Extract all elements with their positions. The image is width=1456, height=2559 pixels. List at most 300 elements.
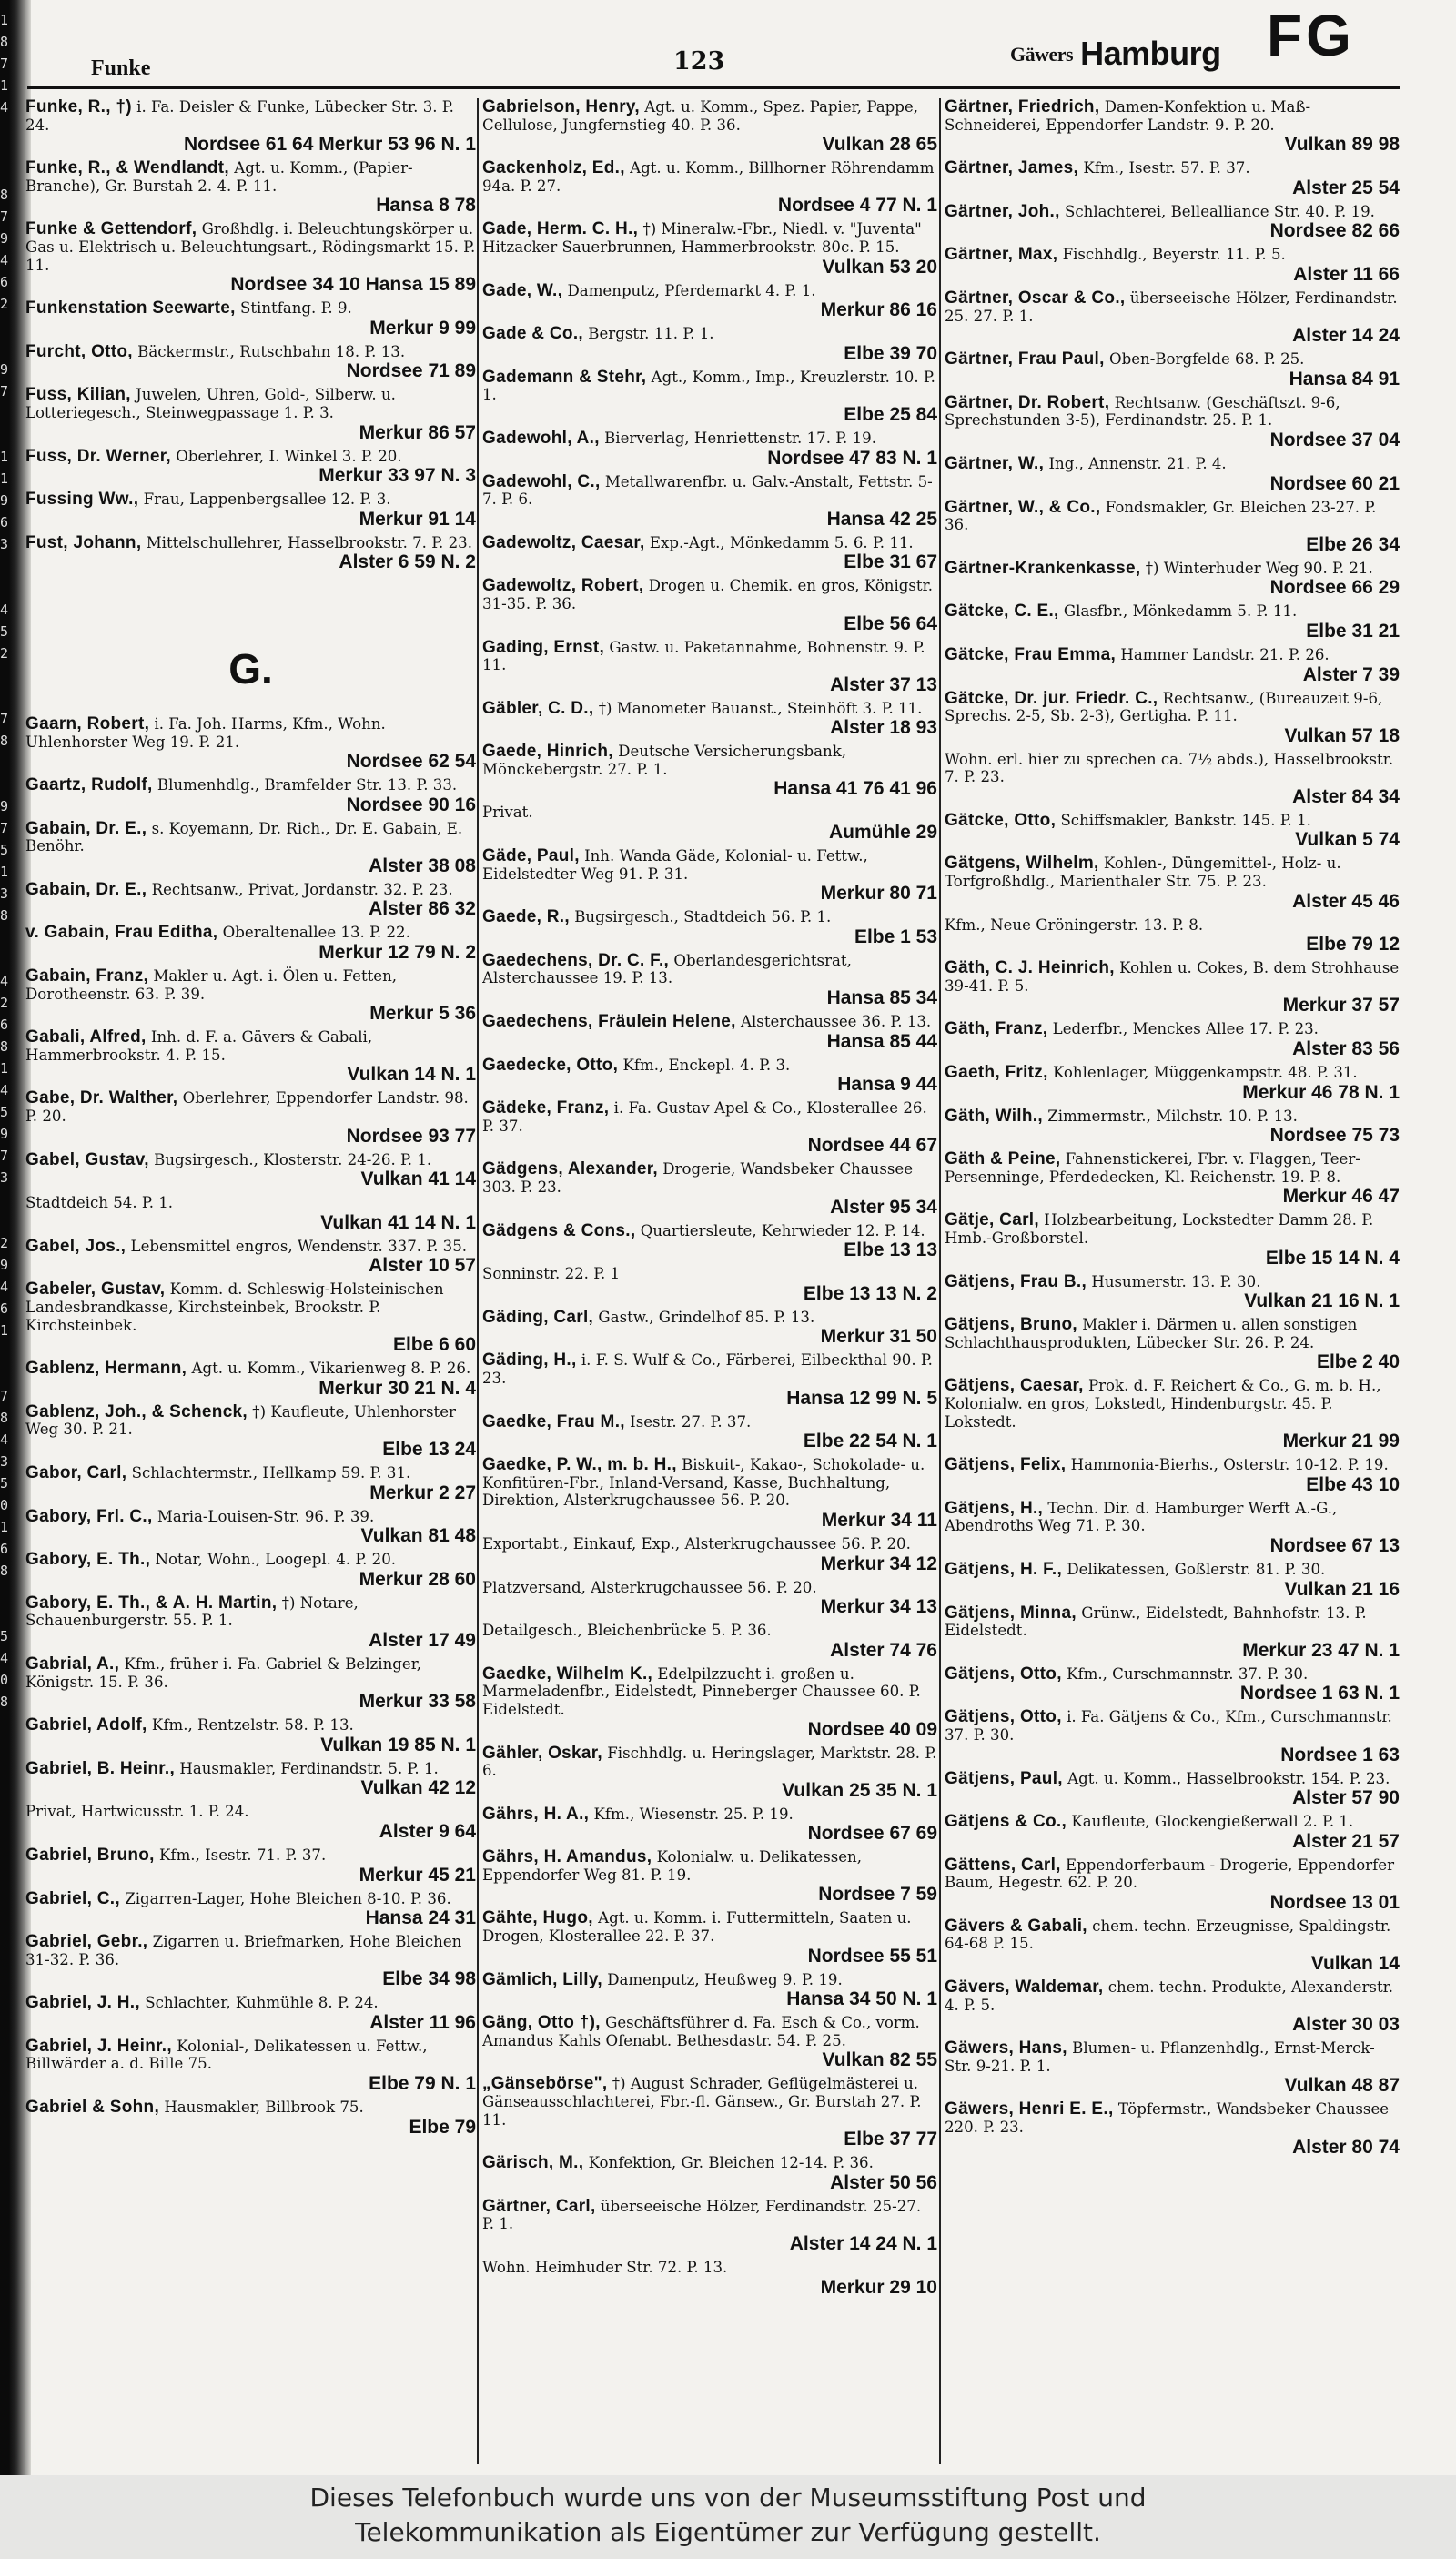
directory-entry bbox=[482, 369, 937, 426]
entry-phone: Alster 10 57 bbox=[369, 1255, 476, 1277]
directory-entry bbox=[25, 1238, 476, 1278]
entry-name: Gabel, Gustav, bbox=[25, 1149, 149, 1169]
entry-phone: Merkur 33 58 bbox=[359, 1691, 476, 1713]
entry-phone: Aumühle 29 bbox=[828, 822, 937, 844]
entry-phone: Nordsee 44 67 bbox=[807, 1135, 937, 1157]
directory-entry bbox=[945, 1917, 1400, 1975]
entry-details: i. Fa. Deisler & Funke, Lübecker Str. 3. P. 24. bbox=[25, 98, 454, 134]
entry-phone: Nordsee 1 63 bbox=[1280, 1744, 1400, 1765]
directory-entry bbox=[945, 1064, 1400, 1104]
directory-entry bbox=[482, 159, 937, 217]
entry-name: Gabel, Jos., bbox=[25, 1236, 126, 1256]
directory-entry bbox=[945, 2039, 1400, 2097]
entry-phone: Merkur 21 99 bbox=[1282, 1431, 1400, 1452]
entry-details: Kohlen u. Cokes, B. dem Strohhause 39-41. P. 5. bbox=[945, 959, 1400, 995]
entry-details: Bugsirgesch., Klosterstr. 24-26. P. 1. bbox=[154, 1150, 432, 1168]
entry-name: Gävers, Waldemar, bbox=[945, 1977, 1104, 1998]
entry-name: Gabriel, C., bbox=[25, 1888, 120, 1908]
entry-name: Gätgens, Wilhelm, bbox=[945, 854, 1099, 874]
entry-name: Gährs, H. A., bbox=[482, 1804, 590, 1824]
directory-entry bbox=[25, 1360, 476, 1400]
entry-details: Hausmakler, Billbrook 75. bbox=[164, 2099, 364, 2117]
entry-details: Isestr. 27. P. 37. bbox=[630, 1412, 752, 1431]
directory-entry bbox=[25, 159, 476, 217]
directory-entry bbox=[25, 299, 476, 339]
entry-phone: Merkur 34 13 bbox=[820, 1596, 937, 1618]
entry-details: Wohn. erl. hier zu sprechen ca. 7½ abds.), Hasselbrookstr. 7. P. 23. bbox=[945, 750, 1394, 786]
entry-name: Fust, Johann, bbox=[25, 532, 142, 552]
running-head: Funke bbox=[91, 56, 151, 80]
entry-details: Notar, Wohn., Loogepl. 4. P. 20. bbox=[155, 1551, 397, 1569]
entry-details: Damenputz, Pferdemarkt 4. P. 1. bbox=[567, 281, 816, 299]
directory-column-1 bbox=[25, 98, 476, 2464]
entry-phone: Elbe 6 60 bbox=[392, 1334, 476, 1356]
entry-details: Agt. u. Komm., Spez. Papier, Pappe, Cellulose, Jungfernstieg 40. P. 36. bbox=[482, 98, 918, 134]
entry-name: Gabain, Franz, bbox=[25, 966, 149, 986]
entry-phone: Nordsee 13 01 bbox=[1269, 1891, 1400, 1913]
directory-entry bbox=[945, 1020, 1400, 1060]
footer-line-2: Telekommunikation als Eigentümer zur Verfügung gestellt. bbox=[355, 2517, 1101, 2547]
entry-name: Fuss, Kilian, bbox=[25, 385, 131, 405]
entry-details: Hammonia-Bierhs., Osterstr. 10-12. P. 19. bbox=[1070, 1456, 1389, 1474]
directory-entry bbox=[25, 1403, 476, 1461]
entry-name: Gabory, Frl. C., bbox=[25, 1506, 153, 1526]
entry-details: Schlachter, Kuhmühle 8. P. 24. bbox=[145, 1994, 379, 2012]
directory-entry bbox=[25, 1028, 476, 1086]
entry-phone: Vulkan 21 16 N. 1 bbox=[1244, 1290, 1400, 1312]
directory-entry bbox=[482, 220, 937, 278]
entry-phone: Merkur 31 50 bbox=[820, 1326, 937, 1348]
entry-phone: Merkur 12 79 N. 2 bbox=[318, 942, 476, 964]
entry-details: Zigarren-Lager, Hohe Bleichen 8-10. P. 36. bbox=[125, 1889, 451, 1907]
entry-name: Gärtner, Frau Paul, bbox=[945, 349, 1105, 369]
entry-name: Gärtner, James, bbox=[945, 158, 1079, 178]
entry-phone: Elbe 79 N. 1 bbox=[369, 2073, 476, 2095]
entry-name: Gadewohl, A., bbox=[482, 428, 600, 448]
entry-phone: Merkur 28 60 bbox=[359, 1568, 476, 1590]
entry-name: Gabain, Dr. E., bbox=[25, 879, 147, 899]
entry-name: Gäth, Wilh., bbox=[945, 1106, 1043, 1126]
entry-details: Bäckermstr., Rutschbahn 18. P. 13. bbox=[137, 342, 406, 360]
entry-details: Komm. d. Schleswig-Holsteinischen Landesbrandkasse, Kirchsteinbek, Brookstr. P. Kirchsteinbek. bbox=[25, 1280, 444, 1334]
entry-details: Damenputz, Heußweg 9. P. 19. bbox=[607, 1970, 843, 1988]
entry-name: Gärisch, M., bbox=[482, 2153, 584, 2173]
entry-details: Kfm., Neue Gröningerstr. 13. P. 8. bbox=[945, 915, 1204, 934]
header-rule bbox=[27, 86, 1400, 89]
publisher-prefix: Gäwers bbox=[1010, 43, 1074, 66]
entry-details: Husumerstr. 13. P. 30. bbox=[1091, 1272, 1261, 1290]
entry-details: chem. techn. Erzeugnisse, Spaldingstr. 64-68 P. 15. bbox=[945, 1917, 1391, 1953]
entry-name: Gademann & Stehr, bbox=[482, 367, 647, 387]
entry-phone: Merkur 91 14 bbox=[359, 508, 476, 530]
directory-entry bbox=[945, 98, 1400, 156]
entry-name: Gabrielson, Henry, bbox=[482, 98, 640, 116]
directory-entry bbox=[945, 560, 1400, 600]
entry-phone: Alster 74 76 bbox=[830, 1639, 937, 1661]
entry-name: Gadewohl, C., bbox=[482, 471, 601, 491]
directory-entry bbox=[482, 325, 937, 365]
directory-entry bbox=[945, 1665, 1400, 1705]
entry-phone: Merkur 30 21 N. 4 bbox=[318, 1377, 476, 1399]
entry-phone: Vulkan 89 98 bbox=[1284, 134, 1400, 156]
directory-entry bbox=[25, 2099, 476, 2139]
entry-name: Gabriel, J. Heinr., bbox=[25, 2036, 172, 2056]
entry-details: Fondsmakler, Gr. Bleichen 23-27. P. 36. bbox=[945, 498, 1377, 534]
entry-details: Oben-Borgfelde 68. P. 25. bbox=[1108, 350, 1305, 369]
entry-details: Oberlehrer, I. Winkel 3. P. 20. bbox=[176, 447, 402, 465]
entry-phone: Alster 86 32 bbox=[369, 898, 476, 920]
entry-phone: Elbe 39 70 bbox=[844, 342, 937, 364]
entry-phone: Elbe 56 64 bbox=[844, 612, 937, 634]
directory-entry bbox=[482, 1099, 937, 1157]
entry-details: Edelpilzzucht i. großen u. Marmeladenfbr., Eidelstedt, Pinneberger Chaussee 60. P. Eidelstedt. bbox=[482, 1664, 921, 1718]
entry-phone: Alster 17 49 bbox=[369, 1629, 476, 1651]
entry-name: Gärtner, W., & Co., bbox=[945, 497, 1101, 517]
directory-entry bbox=[25, 1933, 476, 1990]
entry-name: Gablenz, Joh., & Schenck, bbox=[25, 1401, 248, 1421]
directory-entry bbox=[482, 2198, 937, 2255]
directory-entry bbox=[945, 916, 1400, 956]
entry-name: Gärtner, W., bbox=[945, 453, 1045, 473]
directory-entry bbox=[25, 1151, 476, 1191]
entry-details: Lederfbr., Menckes Allee 17. P. 23. bbox=[1052, 1020, 1319, 1038]
entry-name: Gädgens, Alexander, bbox=[482, 1159, 658, 1179]
directory-entry bbox=[945, 1978, 1400, 2036]
entry-phone: Elbe 26 34 bbox=[1306, 533, 1400, 555]
entry-phone: Hansa 42 25 bbox=[826, 508, 937, 530]
entry-details: Agt., Komm., Imp., Kreuzlerstr. 10. P. 1. bbox=[482, 368, 935, 404]
entry-details: i. Fa. Joh. Harms, Kfm., Wohn. Uhlenhorster Weg 19. P. 21. bbox=[25, 714, 386, 751]
entry-details: Kfm., Enckepl. 4. P. 3. bbox=[622, 1056, 791, 1074]
entry-details: i. Fa. Gätjens & Co., Kfm., Curschmannstr. 37. P. 30. bbox=[945, 1708, 1392, 1744]
entry-details: Agt. u. Komm., Vikarienweg 8. P. 26. bbox=[191, 1360, 471, 1378]
entry-details: Frau, Lappenbergsallee 12. P. 3. bbox=[143, 491, 391, 509]
entry-phone: Vulkan 82 55 bbox=[822, 2049, 937, 2071]
entry-details: Platzversand, Alsterkrugchaussee 56. P. 20. bbox=[482, 1578, 817, 1596]
entry-phone: Vulkan 41 14 bbox=[360, 1168, 476, 1190]
entry-name: Gaedke, P. W., m. b. H., bbox=[482, 1455, 677, 1475]
entry-details: Wohn. Heimhuder Str. 72. P. 13. bbox=[482, 2259, 728, 2276]
entry-details: Fischhdlg., Beyerstr. 11. P. 5. bbox=[1062, 246, 1286, 264]
directory-entry bbox=[945, 1604, 1400, 1662]
directory-entry bbox=[945, 812, 1400, 852]
entry-details: Alsterchaussee 36. P. 13. bbox=[741, 1013, 932, 1031]
entry-phone: Vulkan 14 bbox=[1310, 1953, 1400, 1975]
entry-phone: Vulkan 14 N. 1 bbox=[347, 1064, 476, 1086]
directory-entry bbox=[945, 751, 1400, 808]
entry-details: Biskuit-, Kakao-, Schokolade- u. Konfitüren-Fbr., Inland-Versand, Kasse, Buchhaltung, Direktion, Alsterkrugchaussee 56. P. 20. bbox=[482, 1456, 925, 1510]
directory-entry bbox=[482, 2075, 937, 2150]
entry-phone: Hansa 85 34 bbox=[826, 987, 937, 1009]
entry-name: Gabali, Alfred, bbox=[25, 1027, 147, 1047]
entry-phone: Hansa 85 44 bbox=[826, 1030, 937, 1052]
entry-phone: Vulkan 21 16 bbox=[1284, 1578, 1400, 1600]
entry-details: Stadtdeich 54. P. 1. bbox=[25, 1194, 174, 1212]
directory-entry bbox=[482, 473, 937, 531]
entry-phone: Nordsee 55 51 bbox=[807, 1945, 937, 1967]
entry-details: Hammer Landstr. 21. P. 26. bbox=[1120, 645, 1330, 663]
directory-entry bbox=[482, 2014, 937, 2071]
entry-details: Gastw. u. Paketannahme, Bohnenstr. 9. P. 11. bbox=[482, 638, 925, 674]
entry-name: Gabeler, Gustav, bbox=[25, 1280, 166, 1300]
entry-name: Gade, Herm. C. H., bbox=[482, 219, 639, 239]
directory-entry bbox=[482, 1579, 937, 1619]
directory-entry bbox=[482, 1665, 937, 1741]
entry-name: Gäth, Franz, bbox=[945, 1019, 1048, 1039]
column-divider bbox=[477, 98, 479, 2464]
entry-name: Gabe, Dr. Walther, bbox=[25, 1088, 178, 1108]
entry-phone: Nordsee 1 63 N. 1 bbox=[1239, 1683, 1400, 1704]
entry-details: Rechtsanw., Privat, Jordanstr. 32. P. 23. bbox=[151, 880, 453, 898]
entry-name: Funkenstation Seewarte, bbox=[25, 298, 236, 319]
directory-entry bbox=[25, 1194, 476, 1234]
directory-entry bbox=[482, 282, 937, 322]
directory-entry bbox=[482, 639, 937, 696]
directory-entry bbox=[482, 908, 937, 948]
entry-name: Gaeth, Fritz, bbox=[945, 1063, 1048, 1083]
entry-details: Großhdlg. i. Beleuchtungskörper u. Gas u. Elektrisch u. Beleuchtungsart., Rödingsmarkt 15. P. 11. bbox=[25, 220, 476, 274]
directory-entry bbox=[482, 1456, 937, 1532]
entry-name: Gähte, Hugo, bbox=[482, 1908, 593, 1928]
entry-details: †) Winterhuder Weg 90. P. 21. bbox=[1145, 559, 1373, 577]
directory-entry bbox=[25, 1760, 476, 1800]
entry-name: Gätjens, H. F., bbox=[945, 1559, 1063, 1579]
entry-phone: Nordsee 71 89 bbox=[346, 360, 476, 382]
entry-details: Kfm., Rentzelstr. 58. P. 13. bbox=[151, 1716, 354, 1735]
entry-phone: Vulkan 41 14 N. 1 bbox=[320, 1211, 476, 1233]
directory-entry bbox=[25, 220, 476, 296]
entry-phone: Elbe 79 bbox=[409, 2116, 476, 2138]
entry-details: Geschäftsführer d. Fa. Esch & Co., vorm. Amandus Kahls Ofenabt. Bethesdastr. 54. P. 25. bbox=[482, 2014, 920, 2049]
entry-name: Gätjens & Co., bbox=[945, 1812, 1067, 1832]
entry-phone: Merkur 33 97 N. 3 bbox=[318, 465, 476, 487]
entry-phone: Alster 14 24 bbox=[1292, 325, 1400, 347]
entry-phone: Alster 30 03 bbox=[1292, 2014, 1400, 2036]
entry-name: Gablenz, Hermann, bbox=[25, 1359, 187, 1379]
entry-name: Gäde, Paul, bbox=[482, 846, 580, 866]
entry-name: Gätjens, Paul, bbox=[945, 1768, 1063, 1788]
entry-details: Lebensmittel engros, Wendenstr. 337. P. 35. bbox=[130, 1237, 468, 1255]
entry-phone: Elbe 34 98 bbox=[382, 1968, 476, 1990]
directory-entry bbox=[482, 1971, 937, 2011]
entry-details: Gastw., Grindelhof 85. P. 13. bbox=[598, 1308, 815, 1326]
entry-name: Gäth & Peine, bbox=[945, 1149, 1061, 1169]
entry-name: Gätcke, C. E., bbox=[945, 602, 1059, 622]
entry-name: Fuss, Dr. Werner, bbox=[25, 446, 171, 466]
entry-details: †) Kaufleute, Uhlenhorster Weg 30. P. 21. bbox=[25, 1402, 456, 1439]
directory-entry bbox=[25, 1716, 476, 1756]
entry-phone: Vulkan 25 35 N. 1 bbox=[782, 1779, 937, 1801]
entry-phone: Nordsee 93 77 bbox=[346, 1125, 476, 1147]
entry-phone: Alster 83 56 bbox=[1292, 1038, 1400, 1060]
entry-phone: Alster 11 66 bbox=[1293, 263, 1400, 285]
directory-entry bbox=[482, 1909, 937, 1967]
entry-name: Funke & Gettendorf, bbox=[25, 219, 197, 239]
entry-details: Kfm., früher i. Fa. Gabriel & Belzinger, Königstr. 15. P. 36. bbox=[25, 1654, 422, 1691]
directory-entry bbox=[945, 455, 1400, 495]
entry-phone: Vulkan 28 65 bbox=[822, 134, 937, 156]
directory-entry bbox=[482, 743, 937, 800]
entry-phone: Hansa 41 76 41 96 bbox=[774, 778, 937, 800]
directory-entry bbox=[25, 924, 476, 964]
directory-entry bbox=[25, 1464, 476, 1504]
entry-name: Gadewoltz, Caesar, bbox=[482, 532, 645, 552]
directory-entry bbox=[25, 1846, 476, 1886]
entry-name: Gadewoltz, Robert, bbox=[482, 576, 644, 596]
entry-name: Fussing Ww., bbox=[25, 490, 139, 510]
directory-column-2 bbox=[482, 98, 937, 2464]
column-divider bbox=[939, 98, 941, 2464]
entry-phone: Merkur 45 21 bbox=[359, 1864, 476, 1886]
directory-entry bbox=[945, 1856, 1400, 1914]
directory-entry bbox=[945, 350, 1400, 390]
entry-phone: Merkur 23 47 N. 1 bbox=[1242, 1639, 1400, 1661]
entry-name: Gabory, E. Th., & A. H. Martin, bbox=[25, 1593, 278, 1613]
entry-phone: Alster 38 08 bbox=[369, 855, 476, 876]
directory-entry bbox=[25, 967, 476, 1025]
entry-details: Schlachterei, Bellealliance Str. 40. P. 19. bbox=[1064, 202, 1375, 220]
entry-name: „Gänsebörse", bbox=[482, 2074, 608, 2094]
directory-entry bbox=[25, 881, 476, 921]
directory-entry bbox=[945, 1456, 1400, 1496]
directory-entry bbox=[945, 394, 1400, 451]
entry-name: Gabriel, Gebr., bbox=[25, 1932, 148, 1952]
entry-phone: Elbe 43 10 bbox=[1306, 1473, 1400, 1495]
entry-details: Fahnenstickerei, Fbr. v. Flaggen, Teer-Persenninge, Pferdedecken, Kl. Reichenstr. 19. P. 8. bbox=[945, 1150, 1360, 1186]
entry-phone: Alster 57 90 bbox=[1292, 1787, 1400, 1809]
directory-entry bbox=[482, 2154, 937, 2194]
entry-name: Gätjens, Bruno, bbox=[945, 1315, 1077, 1335]
directory-entry bbox=[25, 715, 476, 773]
directory-entry bbox=[945, 646, 1400, 686]
entry-phone: Nordsee 90 16 bbox=[346, 794, 476, 815]
city-name: Hamburg bbox=[1080, 35, 1221, 72]
entry-name: Gabor, Carl, bbox=[25, 1462, 127, 1482]
entry-details: Kfm., Isestr. 71. P. 37. bbox=[159, 1846, 327, 1864]
directory-entry bbox=[945, 1150, 1400, 1208]
entry-name: Gärtner, Carl, bbox=[482, 2196, 596, 2216]
directory-entry bbox=[482, 98, 937, 156]
directory-entry bbox=[945, 1316, 1400, 1373]
directory-entry bbox=[945, 959, 1400, 1017]
entry-details: Kolonialw. u. Delikatessen, Eppendorfer Weg 81. P. 19. bbox=[482, 1848, 863, 1884]
directory-entry bbox=[25, 1655, 476, 1713]
entry-name: Gabain, Dr. E., bbox=[25, 818, 147, 838]
directory-entry bbox=[25, 1890, 476, 1930]
entry-phone: Merkur 34 11 bbox=[821, 1509, 937, 1531]
entry-details: Kfm., Wiesenstr. 25. P. 19. bbox=[593, 1805, 794, 1823]
entry-phone: Alster 25 54 bbox=[1292, 177, 1400, 198]
entry-name: Gabriel, Bruno, bbox=[25, 1845, 155, 1865]
entry-details: Grünw., Eidelstedt, Bahnhofstr. 13. P. Eidelstedt. bbox=[945, 1603, 1367, 1640]
entry-name: Gabriel & Sohn, bbox=[25, 2098, 160, 2118]
page-number: 123 bbox=[673, 47, 725, 76]
entry-phone: Hansa 84 91 bbox=[1289, 368, 1400, 389]
directory-entry bbox=[945, 1211, 1400, 1269]
entry-phone: Vulkan 81 48 bbox=[360, 1525, 476, 1547]
entry-details: Prok. d. F. Reichert & Co., G. m. b. H., Kolonialw. en gros, Lokstedt, Hindenburgstr. 45. P. Lokstedt. bbox=[945, 1377, 1381, 1431]
entry-name: Gaede, R., bbox=[482, 907, 570, 927]
entry-name: Gätcke, Frau Emma, bbox=[945, 644, 1117, 664]
entry-phone: Hansa 12 99 N. 5 bbox=[786, 1387, 937, 1409]
entry-details: Oberlehrer, Eppendorfer Landstr. 98. P. 20. bbox=[25, 1089, 469, 1126]
entry-name: Gättens, Carl, bbox=[945, 1855, 1061, 1875]
directory-entry bbox=[25, 534, 476, 574]
directory-entry bbox=[25, 1089, 476, 1147]
entry-details: Detailgesch., Bleichenbrücke 5. P. 36. bbox=[482, 1622, 772, 1640]
entry-phone: Nordsee 61 64 Merkur 53 96 N. 1 bbox=[183, 134, 476, 156]
entry-name: Gabriel, Adolf, bbox=[25, 1715, 147, 1735]
directory-entry bbox=[945, 690, 1400, 747]
directory-entry bbox=[945, 1500, 1400, 1557]
entry-name: Gaartz, Rudolf, bbox=[25, 775, 153, 795]
entry-phone: Nordsee 34 10 Hansa 15 89 bbox=[230, 274, 476, 296]
directory-entry bbox=[482, 1057, 937, 1097]
directory-entry bbox=[945, 1108, 1400, 1148]
entry-details: Oberaltenallee 13. P. 22. bbox=[222, 924, 410, 942]
directory-entry bbox=[482, 804, 937, 844]
entry-name: Gädeke, Franz, bbox=[482, 1098, 610, 1118]
entry-name: Gätje, Carl, bbox=[945, 1210, 1039, 1230]
entry-name: Gaedke, Frau M., bbox=[482, 1411, 625, 1431]
entry-details: Ing., Annenstr. 21. P. 4. bbox=[1048, 454, 1227, 472]
entry-name: v. Gabain, Frau Editha, bbox=[25, 923, 218, 943]
entry-details: Rechtsanw. (Geschäftszt. 9-6, Sprechstunden 3-5), Ferdinandstr. 25. P. 1. bbox=[945, 393, 1340, 430]
directory-entry bbox=[945, 1770, 1400, 1810]
entry-details: Bierverlag, Henriettenstr. 17. P. 19. bbox=[604, 429, 876, 447]
entry-phone: Vulkan 5 74 bbox=[1295, 829, 1400, 851]
directory-entry bbox=[482, 1222, 937, 1262]
entry-details: Hausmakler, Ferdinandstr. 5. P. 1. bbox=[179, 1759, 439, 1777]
entry-phone: Merkur 80 71 bbox=[820, 883, 937, 905]
entry-phone: Elbe 22 54 N. 1 bbox=[803, 1431, 937, 1452]
entry-phone: Elbe 79 12 bbox=[1306, 934, 1400, 956]
entry-name: Gärtner, Joh., bbox=[945, 201, 1060, 221]
entry-phone: Alster 95 34 bbox=[830, 1196, 937, 1218]
directory-entry bbox=[945, 289, 1400, 347]
entry-name: Gäbler, C. D., bbox=[482, 698, 594, 718]
entry-name: Gaedechens, Dr. C. F., bbox=[482, 950, 670, 970]
entry-name: Gaede, Hinrich, bbox=[482, 742, 613, 762]
entry-details: Delikatessen, Goßlerstr. 81. P. 30. bbox=[1067, 1560, 1326, 1578]
entry-details: Kaufleute, Glockengießerwall 2. P. 1. bbox=[1071, 1813, 1354, 1831]
entry-details: Oberlandesgerichtsrat, Alsterchaussee 19. P. 13. bbox=[482, 951, 852, 987]
directory-entry bbox=[482, 1848, 937, 1906]
directory-entry bbox=[482, 430, 937, 470]
entry-name: Gährs, H. Amandus, bbox=[482, 1847, 652, 1867]
entry-name: Gading, Ernst, bbox=[482, 637, 605, 657]
entry-name: Gätjens, Otto, bbox=[945, 1664, 1062, 1684]
entry-phone: Vulkan 19 85 N. 1 bbox=[320, 1734, 476, 1755]
entry-phone: Elbe 31 67 bbox=[844, 551, 937, 573]
entry-details: Inh. d. F. a. Gävers & Gabali, Hammerbrookstr. 4. P. 15. bbox=[25, 1028, 373, 1064]
entry-details: Drogerie, Wandsbeker Chaussee 303. P. 23. bbox=[482, 1160, 914, 1196]
entry-details: Bergstr. 11. P. 1. bbox=[588, 325, 714, 343]
entry-details: Agt. u. Komm., Hasselbrookstr. 154. P. 23. bbox=[1067, 1769, 1390, 1787]
entry-name: Gäwers, Hans, bbox=[945, 2038, 1067, 2058]
entry-phone: Nordsee 47 83 N. 1 bbox=[767, 447, 937, 469]
entry-phone: Nordsee 75 73 bbox=[1269, 1125, 1400, 1147]
entry-phone: Nordsee 82 66 bbox=[1269, 220, 1400, 242]
entry-details: chem. techn. Produkte, Alexanderstr. 4. P. 5. bbox=[945, 1978, 1393, 2014]
directory-entry bbox=[482, 700, 937, 740]
entry-name: Gätjens, H., bbox=[945, 1498, 1044, 1518]
entry-phone: Elbe 1 53 bbox=[854, 925, 937, 947]
directory-entry bbox=[945, 159, 1400, 199]
entry-details: Stintfang. P. 9. bbox=[240, 299, 352, 318]
entry-phone: Alster 37 13 bbox=[830, 673, 937, 695]
entry-details: Deutsche Versicherungsbank, Mönckebergstr. 27. P. 1. bbox=[482, 743, 847, 778]
